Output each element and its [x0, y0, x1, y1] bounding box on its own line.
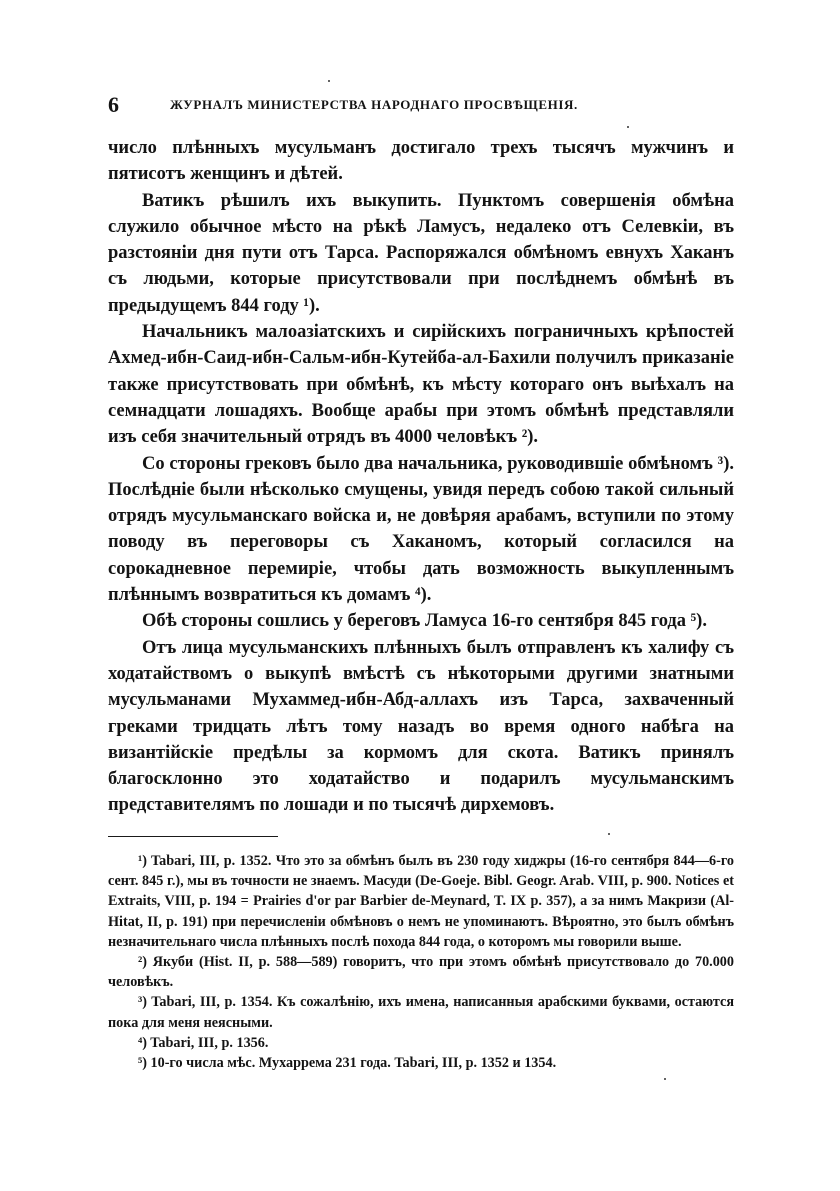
running-head: ЖУРНАЛЪ МИНИСТЕРСТВА НАРОДНАГО ПРОСВѢЩЕНІЯ.	[170, 97, 578, 112]
paragraph-1: число плѣнныхъ мусульманъ достигало трехъ тысячъ мужчинъ и пятисотъ женщинъ и дѣтей.	[108, 138, 734, 185]
speck	[608, 833, 610, 835]
paragraph-6: Отъ лица мусульманскихъ плѣнныхъ былъ отправленъ къ халифу съ ходатайствомъ о выкупѣ вмѣстѣ съ нѣкоторыми другими знатными мусульманами Мухаммед-ибн-Абд-аллахъ изъ Тарса, захваченный греками тридцать лѣтъ тому назадъ во время одного набѣга на византійскіе предѣлы за кормомъ для скота. Ватикъ принялъ благосклонно это ходатайство и подарилъ мусульманскимъ представителямъ по лошади и по тысячѣ дирхемовъ.	[108, 637, 734, 816]
speck	[328, 80, 330, 82]
footnote-4: ⁴) Tabari, III, p. 1356.	[138, 1034, 269, 1051]
footnote-divider	[108, 836, 278, 837]
paragraph-2: Ватикъ рѣшилъ ихъ выкупить. Пунктомъ совершенія обмѣна служило обычное мѣсто на рѣкѣ Ламусъ, недалеко отъ Селевкіи, въ разстояніи дня пути отъ Тарса. Распоряжался обмѣномъ евнухъ Хаканъ съ людьми, которые присутствовали при послѣднемъ обмѣнѣ въ предыдущемъ 844 году ¹).	[108, 190, 734, 316]
main-text	[108, 135, 734, 819]
footnote-2: ²) Якуби (Hist. II, p. 588—589) говоритъ, что при этомъ обмѣнѣ присутствовало до 70.000 человѣкъ.	[108, 954, 734, 991]
footnotes	[108, 851, 734, 1073]
footnote-1: ¹) Tabari, III, p. 1352. Что это за обмѣнъ былъ въ 230 году хиджры (16-го сентября 844—6-го сент. 845 г.), мы въ точности не знаемъ. Масуди (De-Goeje. Bibl. Geogr. Arab. VIII, p. 900. Notices et Extraits, VIII, p. 194 = Prairies d'or par Barbier de-Meynard, T. IX p. 357), а за нимъ Макризи (Al-Hitat, II, p. 191) при перечисленіи обмѣновъ о немъ не упоминаютъ. Вѣроятно, это былъ обмѣнъ незначительнаго числа плѣнныхъ послѣ похода 844 года, о которомъ мы говорили выше.	[108, 853, 734, 950]
footnote-5: ⁵) 10-го числа мѣс. Мухаррема 231 года. Tabari, III, p. 1352 и 1354.	[138, 1055, 557, 1072]
paragraph-4: Со стороны грековъ было два начальника, руководившіе обмѣномъ ³). Послѣдніе были нѣсколько смущены, увидя передъ собою такой сильный отрядъ мусульманскаго войска и, не довѣряя арабамъ, вступили по этому поводу въ переговоры съ Хаканомъ, который согласился на сорокадневное перемиріе, чтобы дать возможность выкупленнымъ плѣннымъ возвратиться къ домамъ ⁴).	[108, 453, 734, 606]
paragraph-5: Обѣ стороны сошлись у береговъ Ламуса 16-го сентября 845 года ⁵).	[142, 611, 707, 632]
paragraph-3: Начальникъ малоазіатскихъ и сирійскихъ пограничныхъ крѣпостей Ахмед-ибн-Саид-ибн-Сальм-ибн-Кутейба-ал-Бахили получилъ приказаніе также присутствовать при обмѣнѣ, къ мѣсту котораго онъ выѣхалъ на семнадцати лошадяхъ. Вообще арабы при этомъ обмѣнѣ представляли изъ себя значительный отрядъ въ 4000 человѣкъ ²).	[108, 322, 734, 448]
speck	[627, 126, 629, 128]
footnote-3: ³) Tabari, III, p. 1354. Къ сожалѣнію, ихъ имена, написанныя арабскими буквами, остаются пока для меня неясными.	[108, 994, 734, 1031]
speck	[664, 1078, 666, 1080]
page-number: 6	[108, 92, 119, 117]
